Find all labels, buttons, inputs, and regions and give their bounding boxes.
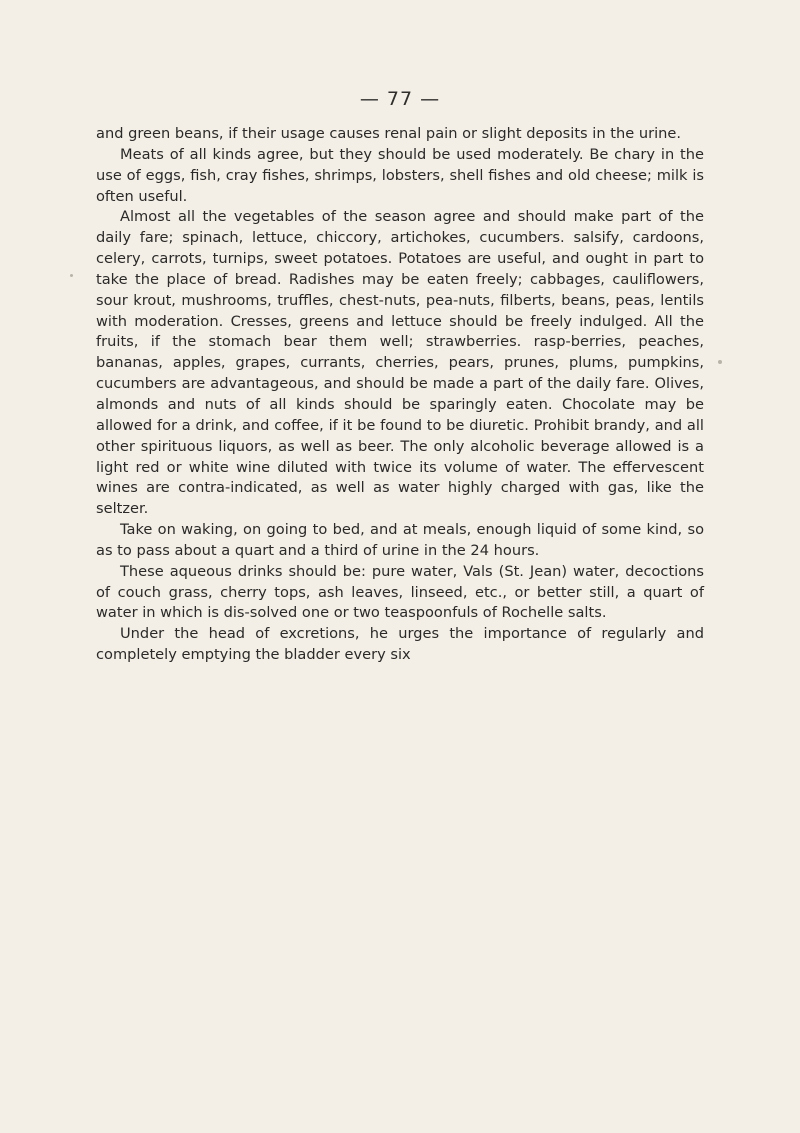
paragraph-aqueous-drinks: These aqueous drinks should be: pure water, Vals (St. Jean) water, decoctions of couch grass, cherry tops, ash leaves, linseed, etc., or better still, a quart of water in which is dis-solved one or two teaspoonfuls of Rochelle salts. <box>96 562 704 622</box>
paper-speck <box>718 360 722 364</box>
paragraph-continuation: and green beans, if their usage causes renal pain or slight deposits in the urine. <box>96 125 681 142</box>
paragraph-liquids: Take on waking, on going to bed, and at meals, enough liquid of some kind, so as to pass about a quart and a third of urine in the 24 hours. <box>96 521 704 559</box>
paragraph-meats: Meats of all kinds agree, but they should be used moderately. Be chary in the use of eggs, fish, cray fishes, shrimps, lobsters, shell fishes and old cheese; milk is often useful. <box>96 145 704 205</box>
body-text <box>96 124 704 666</box>
paper-speck <box>70 274 73 277</box>
paragraph-excretions: Under the head of excretions, he urges the importance of regularly and completely emptying the bladder every six <box>96 625 704 664</box>
page-number: — 77 — <box>359 88 441 110</box>
paragraph-vegetables: Almost all the vegetables of the season agree and should make part of the daily fare; spinach, lettuce, chiccory, artichokes, cucumbers. salsify, cardoons, celery, carrots, turnips, sweet potatoes. Potatoes are useful, and ought in part to take the place of bread. Radishes may be eaten freely; cabbages, cauliflowers, sour krout, mushrooms, truffles, chest-nuts, pea-nuts, filberts, beans, peas, lentils with moderation. Cresses, greens and lettuce should be freely indulged. All the fruits, if the stomach bear them well; strawberries. rasp-berries, peaches, bananas, apples, grapes, currants, cherries, pears, prunes, plums, pumpkins, cucumbers are advantageous, and should be made a part of the daily fare. Olives, almonds and nuts of all kinds should be sparingly eaten. Chocolate may be allowed for a drink, and coffee, if it be found to be diuretic. Prohibit brandy, and all other spirituous liquors, as well as beer. The only alcoholic beverage allowed is a light red or white wine diluted with twice its volume of water. The effervescent wines are contra-indicated, as well as water highly charged with gas, like the seltzer. <box>96 208 704 518</box>
